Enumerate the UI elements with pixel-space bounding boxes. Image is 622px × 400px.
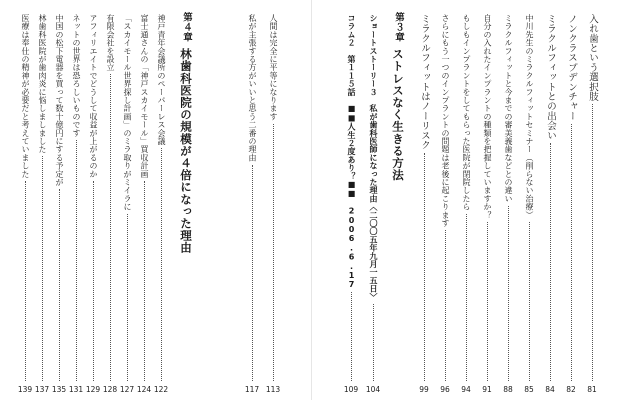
toc-entry-column[interactable] xyxy=(344,14,358,394)
toc-entry-title: ミラクルフィットとの出会い xyxy=(545,14,556,141)
dot-leader xyxy=(487,222,488,381)
chapter-number: 第４章 xyxy=(181,12,192,43)
toc-page-number: 104 xyxy=(365,385,381,394)
toc-entry-title: 林歯科医院が歯肉炎に悩しましました xyxy=(38,14,47,154)
toc-page-number: 122 xyxy=(153,385,169,394)
page-gutter xyxy=(311,0,312,400)
toc-entry[interactable] xyxy=(137,14,151,394)
dot-leader xyxy=(529,222,530,381)
dot-leader xyxy=(252,165,253,381)
toc-entry-title: ショートストーリー３ 私が歯科医師になった理由〈二〇〇五年九月一五日〉 xyxy=(369,14,378,301)
toc-entry-title: 中川先生のミラクルフィットセミナー（削らない治療） xyxy=(525,14,534,219)
toc-entry-title: さらにもう一つのインプラントの問題は老後に起こります xyxy=(441,14,450,228)
toc-page-number: 113 xyxy=(265,385,281,394)
toc-entry-title: 中国の松下電器を買って数十億円にする予定が xyxy=(55,14,64,187)
toc-entry-short-story[interactable] xyxy=(366,14,380,394)
toc-entry-title: 自分の入れたインプラントの種類を把握していますか？ xyxy=(483,14,492,219)
dot-leader xyxy=(466,214,467,381)
toc-page-number: 96 xyxy=(440,385,450,394)
toc-entry[interactable] xyxy=(120,14,134,394)
dot-leader xyxy=(445,230,446,381)
dot-leader xyxy=(571,124,572,381)
toc-entry[interactable] xyxy=(480,14,494,394)
dot-leader xyxy=(25,181,26,381)
chapter-heading xyxy=(390,12,406,181)
dot-leader xyxy=(508,206,509,381)
toc-entry[interactable] xyxy=(18,14,32,394)
dot-leader xyxy=(550,143,551,381)
toc-entry-title: ネットの世界は恐ろしいものです xyxy=(72,14,81,137)
toc-entry-title: 有限会社を設立 xyxy=(106,14,115,72)
toc-page-number: 82 xyxy=(566,385,576,394)
toc-page-number: 135 xyxy=(51,385,67,394)
toc-entry-title: ミラクルフィットはノーリスク xyxy=(419,14,430,150)
toc-page-number: 81 xyxy=(587,385,597,394)
toc-entry[interactable] xyxy=(564,14,578,394)
chapter-heading xyxy=(178,12,194,254)
toc-entry-title: 「スカイモール世界探し計画」のミラ取りがミイラに xyxy=(123,14,132,211)
toc-entry-title: コラム２ 第１１５話 ■■人生２度あり？■■ 2006.6.17 xyxy=(347,14,356,290)
toc-entry-title: 私が主張する方がいいと思う二番の理由 xyxy=(248,14,257,162)
toc-entry[interactable] xyxy=(52,14,66,394)
dot-leader xyxy=(592,104,593,381)
dot-leader xyxy=(42,156,43,381)
chapter-title: ストレスなく生きる方法 xyxy=(391,48,405,182)
toc-entry[interactable] xyxy=(103,14,117,394)
toc-entry[interactable] xyxy=(501,14,515,394)
toc-entry-title: ノンクラスプデンチャー xyxy=(566,14,577,121)
dot-leader xyxy=(373,304,374,381)
dot-leader xyxy=(424,153,425,381)
toc-page-number: 128 xyxy=(102,385,118,394)
dot-leader xyxy=(161,148,162,381)
toc-page-number: 131 xyxy=(68,385,84,394)
toc-page-number: 117 xyxy=(244,385,260,394)
dot-leader xyxy=(59,189,60,381)
toc-entry[interactable] xyxy=(585,14,599,394)
dot-leader xyxy=(351,292,352,381)
toc-page-number: 127 xyxy=(119,385,135,394)
dot-leader xyxy=(144,181,145,381)
toc-entry[interactable] xyxy=(154,14,168,394)
toc-page-number: 85 xyxy=(524,385,534,394)
toc-page-number: 129 xyxy=(85,385,101,394)
dot-leader xyxy=(127,214,128,381)
toc-entry-title: 富士通さんの「神戸スカイモール」買収計画 xyxy=(140,14,149,178)
toc-entry-title: ミラクルフィットと今までの審美義歯などとの違い xyxy=(504,14,513,203)
chapter-title: 林歯科医院の規模が４倍になった理由 xyxy=(179,48,193,255)
toc-page-number: 91 xyxy=(482,385,492,394)
dot-leader xyxy=(93,181,94,381)
chapter-number: 第３章 xyxy=(393,12,404,43)
toc-page-number: 94 xyxy=(461,385,471,394)
toc-entry-title: 入れ歯という選択肢 xyxy=(587,14,598,102)
toc-page-number: 88 xyxy=(503,385,513,394)
toc-entry[interactable] xyxy=(543,14,557,394)
toc-page-number: 109 xyxy=(343,385,359,394)
toc-entry-title: もしもインプラントをしてもらった医院が閉院したら xyxy=(462,14,471,211)
toc-entry[interactable] xyxy=(417,14,431,394)
toc-page-number: 99 xyxy=(419,385,429,394)
dot-leader xyxy=(273,124,274,381)
toc-entry[interactable] xyxy=(245,14,259,394)
toc-entry-title: 神戸青年会議所のペーパーレス会議 xyxy=(157,14,166,146)
dot-leader xyxy=(110,74,111,381)
toc-entry[interactable] xyxy=(459,14,473,394)
toc-entry[interactable] xyxy=(69,14,83,394)
toc-entry[interactable] xyxy=(266,14,280,394)
toc-page-number: 137 xyxy=(34,385,50,394)
toc-page-number: 139 xyxy=(17,385,33,394)
toc-entry-title: 人間は完全に平等になります xyxy=(269,14,278,121)
toc-entry[interactable] xyxy=(35,14,49,394)
toc-entry[interactable] xyxy=(438,14,452,394)
toc-page-number: 124 xyxy=(136,385,152,394)
toc-entry-title: 医療は奉仕の精神が必要だと考えていました xyxy=(21,14,30,178)
dot-leader xyxy=(76,140,77,381)
toc-entry[interactable] xyxy=(86,14,100,394)
toc-entry[interactable] xyxy=(522,14,536,394)
toc-entry-title: アフィリエイトでどうして収益が上がるのか xyxy=(89,14,98,178)
toc-page-number: 84 xyxy=(545,385,555,394)
